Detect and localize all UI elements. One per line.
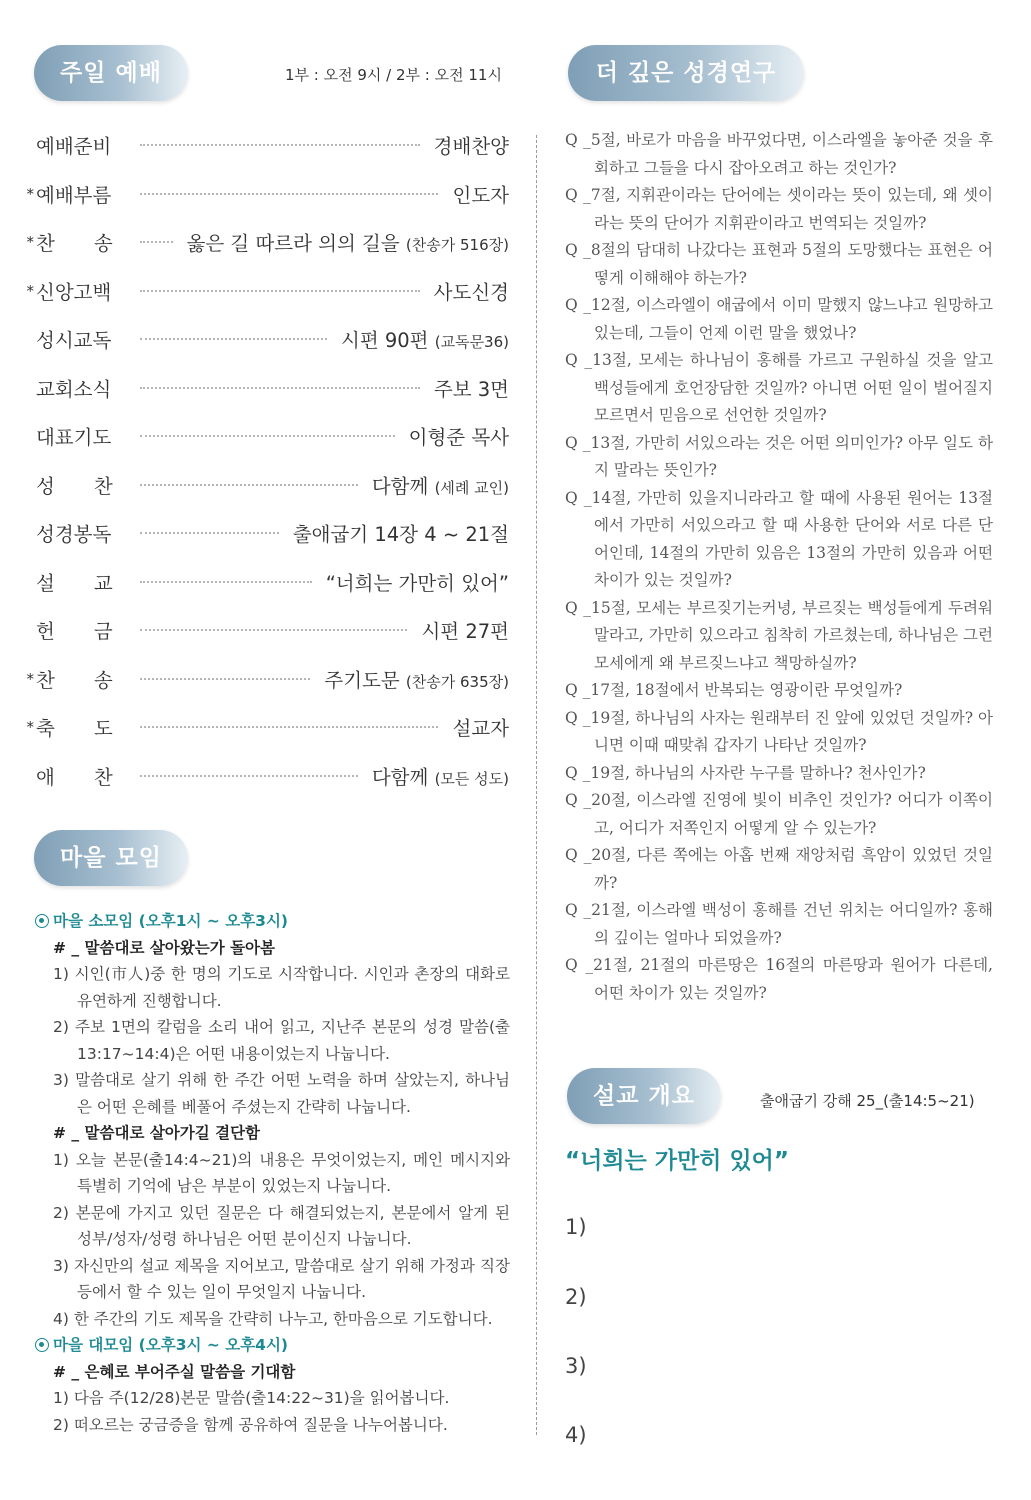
outline-point: 3) <box>565 1354 587 1378</box>
order-value <box>324 665 509 693</box>
question-item: Q _19절, 하나님의 사자란 누구를 말하나? 천사인가? <box>565 763 926 782</box>
order-value-text: 시편 90편 <box>341 329 435 352</box>
village-title: 마을 모임 <box>60 845 162 871</box>
column-divider <box>536 135 537 1435</box>
question-item: Q _20절, 이스라엘 진영에 빛이 비추인 것인가? 어디가 이쪽이고, 어디가 저쪽인지 어떻게 알 수 있는가? <box>565 791 993 837</box>
worship-order-row <box>22 664 509 694</box>
list-item: 2) 본문에 가지고 있던 질문은 다 해결되었는지, 본문에서 알게 된 성부/성자/성령 하나님은 어떤 분이신지 나눕니다. <box>53 1203 510 1248</box>
order-value-text: 시편 27편 <box>421 620 509 643</box>
order-value <box>452 180 509 208</box>
small-meeting-heading <box>35 908 510 935</box>
list-item: 1) 시인(市人)중 한 명의 기도로 시작합니다. 시인과 촌장의 대화로 유연하게 진행합니다. <box>53 965 510 1010</box>
worship-title-pill <box>34 45 188 101</box>
dotted-leader <box>140 338 327 340</box>
order-value <box>372 471 509 499</box>
order-value-text: 설교자 <box>452 717 509 740</box>
worship-order-row <box>22 567 509 597</box>
dotted-leader <box>140 290 420 292</box>
large-meeting-title: 마을 대모임 (오후3시 ~ 오후4시) <box>53 1336 289 1354</box>
sub-heading: # _ 은혜로 부어주실 말씀을 기대함 <box>53 1362 296 1381</box>
right-column <box>545 0 1015 1500</box>
question-item: Q _19절, 하나님의 사자는 원래부터 진 앞에 있었던 것일까? 아니면 이때 때맞춰 갑자기 나타난 것일까? <box>565 708 993 754</box>
order-value-text: “너희는 가만히 있어” <box>325 571 509 595</box>
study-title: 더 깊은 성경연구 <box>595 60 777 86</box>
order-label: 축 도 <box>36 717 113 740</box>
village-meeting-content <box>35 908 510 1438</box>
dotted-leader <box>140 726 438 728</box>
bullet-circle-icon <box>35 914 49 928</box>
order-value-text: 사도신경 <box>433 280 509 304</box>
dotted-leader <box>140 775 358 777</box>
outline-point: 4) <box>565 1423 587 1447</box>
sub-heading: # _ 말씀대로 살아왔는가 돌아봄 <box>53 938 275 957</box>
question-item: Q _13절, 가만히 서있으라는 것은 어떤 의미인가? 아무 일도 하지 말라는 뜻인가? <box>565 433 993 479</box>
worship-schedule: 1부 : 오전 9시 / 2부 : 오전 11시 <box>285 66 502 84</box>
worship-order-row <box>22 761 509 791</box>
list-item: 4) 한 주간의 기도 제목을 간략히 나누고, 한마음으로 기도합니다. <box>53 1309 493 1328</box>
village-title-pill <box>34 830 188 886</box>
order-label: 대표기도 <box>36 426 112 449</box>
order-value-note: (찬송가 516장) <box>405 236 509 254</box>
order-value <box>452 713 509 741</box>
order-value-note: (모든 성도) <box>434 769 509 788</box>
order-label: 성시교독 <box>36 329 112 352</box>
sermon-reference: 출애굽기 강해 25_(출14:5~21) <box>760 1092 975 1110</box>
dotted-leader <box>140 532 279 534</box>
order-label: 찬 송 <box>36 668 113 692</box>
order-label: 헌 금 <box>36 620 113 643</box>
worship-order-row <box>22 227 509 257</box>
dotted-leader <box>140 581 312 583</box>
required-marker: * <box>26 233 34 251</box>
order-value-note: (찬송가 635장) <box>405 672 509 691</box>
order-label: 성경봉독 <box>36 523 112 546</box>
large-meeting-heading <box>35 1332 510 1359</box>
order-value-text: 주보 3면 <box>433 377 509 401</box>
order-value-note: (세례 교인) <box>434 478 509 497</box>
question-item: Q _12절, 이스라엘이 애굽에서 이미 말했지 않느냐고 원망하고 있는데, 그들이 언제 이런 말을 했었나? <box>565 296 993 342</box>
dotted-leader <box>140 193 438 195</box>
order-label: 애 찬 <box>36 765 113 789</box>
order-value-text: 인도자 <box>452 183 509 207</box>
dotted-leader <box>140 629 407 631</box>
order-value-text: 이형준 목사 <box>408 426 509 449</box>
order-value <box>434 374 509 402</box>
list-item: 3) 말씀대로 살기 위해 한 주간 어떤 노력을 하며 살았는지, 하나님은 어떤 은혜를 베풀어 주셨는지 간략히 나눕니다. <box>53 1071 510 1116</box>
dotted-leader <box>140 241 173 243</box>
order-value <box>326 568 509 596</box>
bullet-circle-icon <box>35 1338 49 1352</box>
list-item: 2) 떠오르는 궁금증을 함께 공유하여 질문을 나누어봅니다. <box>53 1415 448 1434</box>
sermon-outline-title: 설교 개요 <box>593 1083 695 1109</box>
dotted-leader <box>140 484 358 486</box>
order-label: 예배부름 <box>36 183 112 207</box>
question-item: Q _8절의 담대히 나갔다는 표현과 5절의 도망했다는 표현은 어떻게 이해해야 하는가? <box>565 241 993 287</box>
list-item: 1) 다음 주(12/28)본문 말씀(출14:22~31)을 읽어봅니다. <box>53 1389 450 1407</box>
list-item: 3) 자신만의 설교 제목을 지어보고, 말씀대로 살기 위해 가정과 직장 등에서 할 수 있는 일이 무엇일지 나눕니다. <box>53 1256 510 1301</box>
question-item: Q _13절, 모세는 하나님이 홍해를 가르고 구원하실 것을 알고 백성들에게 호언장담한 것일까? 아니면 어떤 일이 벌어질지 모르면서 믿음으로 선언한 것일까? <box>565 351 993 424</box>
order-value <box>293 519 509 547</box>
dotted-leader <box>140 387 420 389</box>
sub-heading: # _ 말씀대로 살아가길 결단함 <box>53 1124 261 1142</box>
outline-point: 2) <box>565 1285 587 1309</box>
question-item: Q _20절, 다른 쪽에는 아홉 번째 재앙처럼 흑암이 있었던 것일까? <box>565 846 993 892</box>
question-item: Q _7절, 지휘관이라는 단어에는 셋이라는 뜻이 있는데, 왜 셋이라는 뜻의 단어가 지휘관이라고 번역되는 것일까? <box>565 186 993 232</box>
study-questions <box>565 127 993 1007</box>
required-marker: * <box>26 281 34 300</box>
order-label: 성 찬 <box>36 474 113 498</box>
question-item: Q _14절, 가만히 있을지니라라고 할 때에 사용된 원어는 13절에서 가만히 서있으라고 할 때 사용한 단어와 서로 다른 단어인데, 14절의 가만히 있음은 13절의 가만히 있음과 어떤 차이가 있는 것일까? <box>565 488 993 589</box>
list-item: 2) 주보 1면의 칼럼을 소리 내어 읽고, 지난주 본문의 성경 말씀(출13:17~14:4)은 어떤 내용이었는지 나눕니다. <box>53 1018 510 1063</box>
worship-order-row <box>22 470 509 500</box>
question-item: Q _5절, 바로가 마음을 바꾸었다면, 이스라엘을 놓아준 것을 후회하고 그들을 다시 잡아오려고 하는 것인가? <box>565 131 993 177</box>
worship-order-row <box>22 179 509 209</box>
order-value <box>434 277 509 305</box>
question-item: Q _15절, 모세는 부르짖기는커녕, 부르짖는 백성들에게 두려워 말라고, 가만히 있으라고 침착히 가르쳤는데, 하나님은 그런 모세에게 왜 부르짖느냐고 책망하실까? <box>565 598 993 672</box>
worship-order-row <box>22 421 509 451</box>
worship-order-row <box>22 276 509 306</box>
order-label: 신앙고백 <box>36 280 112 304</box>
order-value <box>421 616 509 644</box>
list-item: 1) 오늘 본문(출14:4~21)의 내용은 무엇이었는지, 메인 메시지와 특별히 기억에 남은 부분이 있었는지 나눕니다. <box>53 1150 510 1195</box>
order-value <box>187 228 509 256</box>
worship-order-row <box>22 712 509 742</box>
order-label: 찬 송 <box>36 232 113 255</box>
order-value-text: 출애굽기 14장 4 ~ 21절 <box>292 523 509 546</box>
order-value-text: 다함께 <box>371 765 435 789</box>
order-label: 예배준비 <box>36 135 112 158</box>
question-item: Q _21절, 21절의 마른땅은 16절의 마른땅과 원어가 다른데, 어떤 차이가 있는 것일까? <box>565 956 993 1002</box>
dotted-leader <box>140 144 420 146</box>
worship-order-row <box>22 373 509 403</box>
order-value-text: 경배찬양 <box>433 135 509 158</box>
sermon-title-pill <box>567 1068 721 1124</box>
order-value-text: 주기도문 <box>324 668 406 692</box>
worship-order-row <box>22 518 509 548</box>
study-title-pill <box>568 45 804 101</box>
sermon-title: “너희는 가만히 있어” <box>565 1148 789 1174</box>
order-value <box>434 131 509 159</box>
question-item: Q _17절, 18절에서 반복되는 영광이란 무엇일까? <box>565 681 903 699</box>
order-value-text: 옳은 길 따르라 의의 길을 <box>186 232 406 255</box>
required-marker: * <box>26 718 34 736</box>
outline-point: 1) <box>565 1215 587 1239</box>
order-value <box>341 325 509 353</box>
order-value <box>372 762 509 790</box>
required-marker: * <box>26 184 34 203</box>
dotted-leader <box>140 678 310 680</box>
order-value-note: (교독문36) <box>434 333 509 351</box>
small-meeting-title: 마을 소모임 (오후1시 ~ 오후3시) <box>53 912 289 930</box>
worship-order-row <box>22 130 509 160</box>
worship-title: 주일 예배 <box>60 60 162 86</box>
order-label: 설 교 <box>36 571 113 595</box>
dotted-leader <box>140 435 395 437</box>
question-item: Q _21절, 이스라엘 백성이 홍해를 건넌 위치는 어디일까? 홍해의 깊이는 얼마나 되었을까? <box>565 901 993 947</box>
worship-order-row <box>22 324 509 354</box>
order-label: 교회소식 <box>36 377 112 401</box>
order-value <box>409 422 509 450</box>
worship-order-row <box>22 615 509 645</box>
required-marker: * <box>26 669 34 688</box>
order-value-text: 다함께 <box>371 474 435 498</box>
